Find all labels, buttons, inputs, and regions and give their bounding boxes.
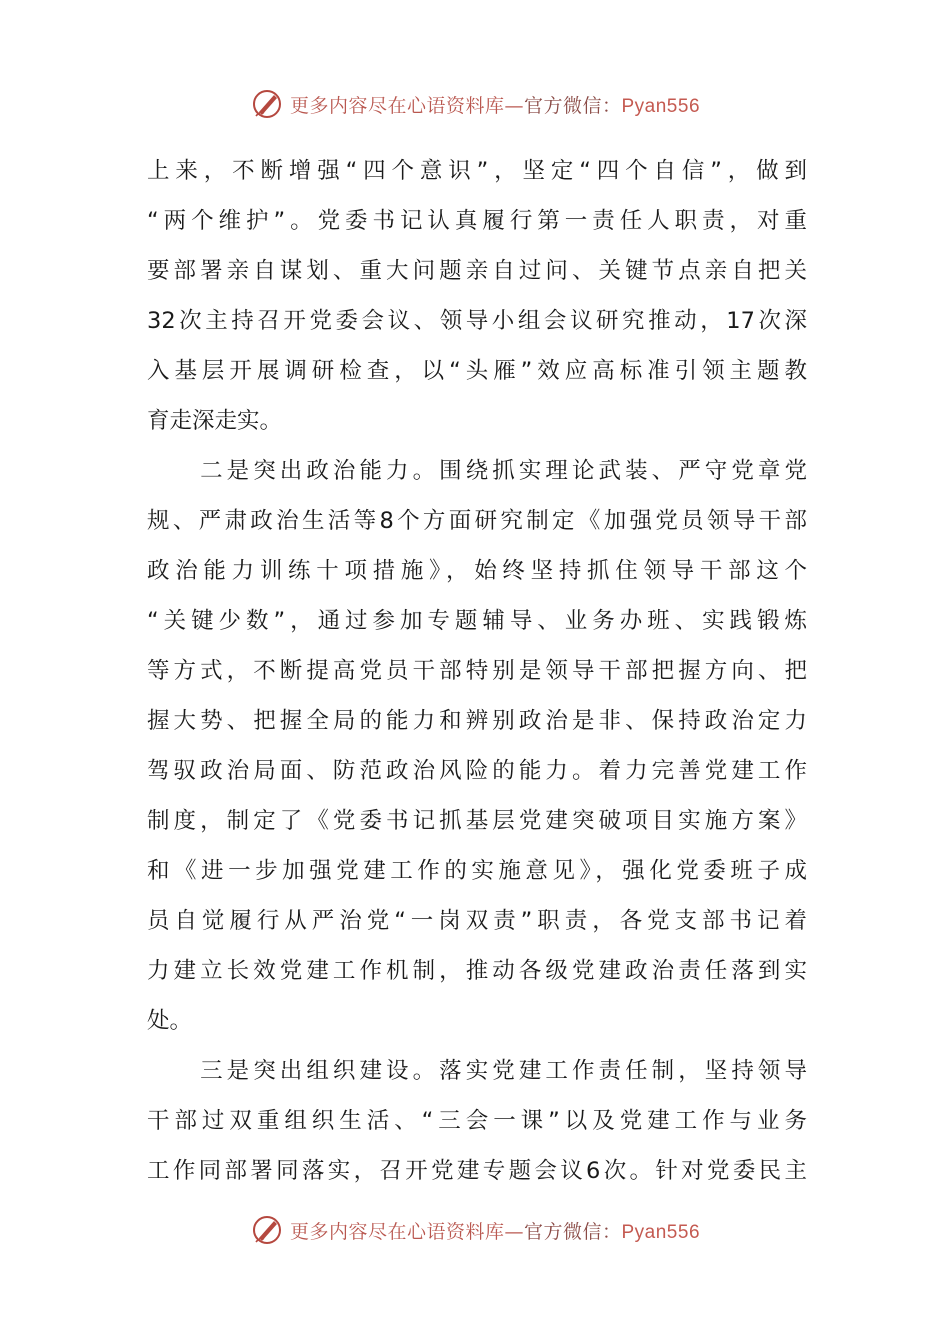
- text-line: 和《进一步加强党建工作的实施意见》，强化党委班子成: [147, 858, 807, 884]
- text-line: 规、严肃政治生活等8个方面研究制定《加强党员领导干部: [147, 508, 807, 534]
- banner-dash: —: [504, 94, 524, 117]
- text-line: 握大势、把握全局的能力和辨别政治是非、保持政治定力: [147, 708, 807, 734]
- document-body: [147, 146, 807, 1196]
- header-banner: [0, 79, 950, 129]
- banner-wechat-label: 官方微信：: [523, 94, 622, 117]
- banner-wechat-label: 官方微信：: [523, 1220, 622, 1243]
- text-line: 等方式，不断提高党员干部特别是领导干部把握方向、把: [147, 658, 807, 684]
- text-line: 处。: [147, 1008, 193, 1034]
- text-line: “两个维护”。党委书记认真履行第一责任人职责，对重: [147, 208, 807, 234]
- banner-lead: 更多内容尽在心语资料库: [289, 1220, 505, 1243]
- pen-logo-icon: [250, 1213, 284, 1247]
- text-line: 力建立长效党建工作机制，推动各级党建政治责任落到实: [147, 958, 807, 984]
- banner-text: [290, 1217, 700, 1244]
- text-line: 员自觉履行从严治党“一岗双责”职责，各党支部书记着: [147, 908, 807, 934]
- banner-wechat-id: Pyan556: [621, 1221, 701, 1243]
- footer-banner: [0, 1205, 950, 1255]
- banner-lead: 更多内容尽在心语资料库: [289, 94, 505, 117]
- banner-wechat-id: Pyan556: [621, 95, 701, 117]
- text-line: 入基层开展调研检查，以“头雁”效应高标准引领主题教: [147, 358, 807, 384]
- text-line: 驾驭政治局面、防范政治风险的能力。着力完善党建工作: [147, 758, 807, 784]
- text-line: 制度，制定了《党委书记抓基层党建突破项目实施方案》: [147, 808, 807, 834]
- text-line: 二是突出政治能力。围绕抓实理论武装、严守党章党: [147, 458, 807, 484]
- banner-dash: —: [504, 1220, 524, 1243]
- banner-text: [290, 91, 700, 118]
- text-line: “关键少数”，通过参加专题辅导、业务办班、实践锻炼: [147, 608, 807, 634]
- text-line: 三是突出组织建设。落实党建工作责任制，坚持领导: [147, 1058, 807, 1084]
- pen-logo-icon: [250, 87, 284, 121]
- text-line: 32次主持召开党委会议、领导小组会议研究推动，17次深: [147, 308, 807, 334]
- text-line: 干部过双重组织生活、“三会一课”以及党建工作与业务: [147, 1108, 807, 1134]
- text-line: 要部署亲自谋划、重大问题亲自过问、关键节点亲自把关: [147, 258, 807, 284]
- text-line: 育走深走实。: [147, 408, 283, 434]
- text-line: 政治能力训练十项措施》，始终坚持抓住领导干部这个: [147, 558, 807, 584]
- text-line: 上来，不断增强“四个意识”，坚定“四个自信”，做到: [147, 158, 807, 184]
- text-line: 工作同部署同落实，召开党建专题会议6次。针对党委民主: [147, 1158, 807, 1184]
